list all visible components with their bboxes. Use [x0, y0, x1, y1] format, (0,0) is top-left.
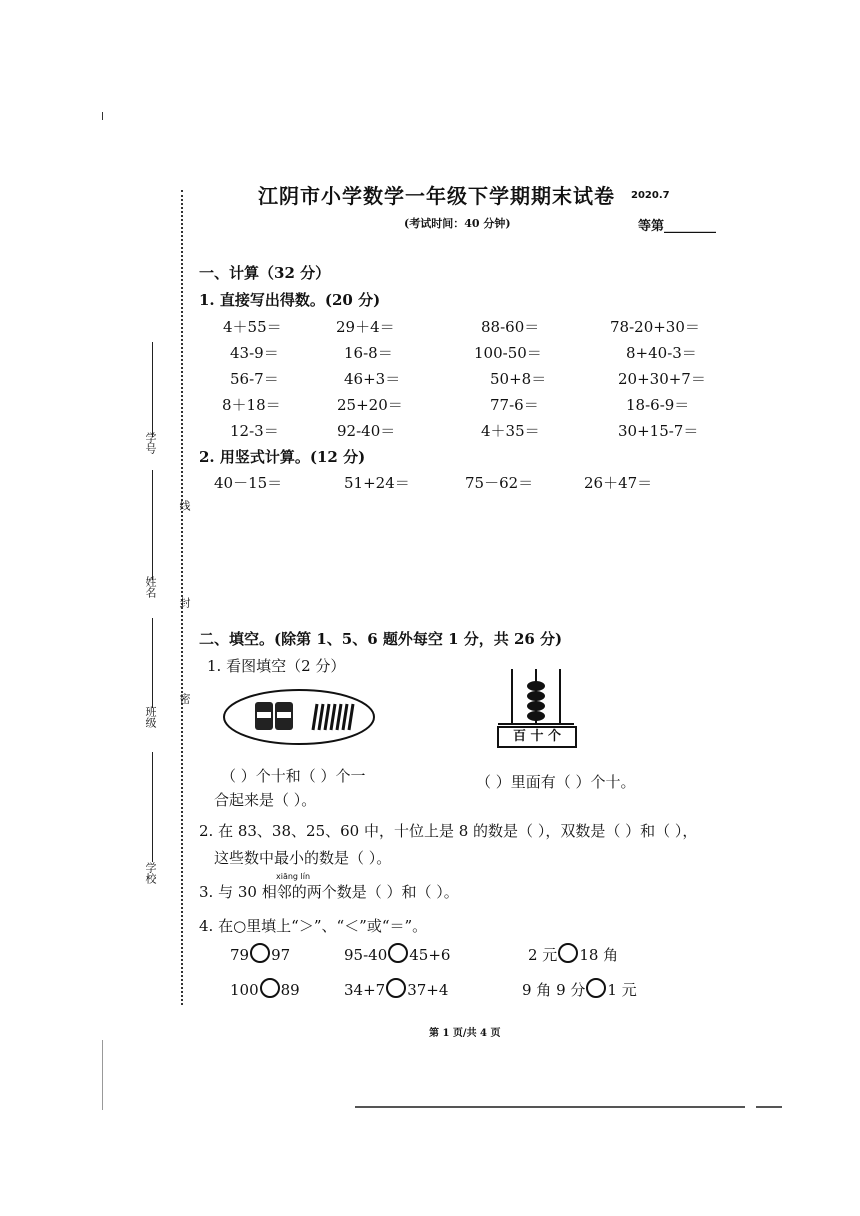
q1-item: 12-3＝ — [230, 422, 279, 440]
page-number: 第 1 页/共 4 页 — [429, 1028, 501, 1039]
compare-item — [344, 978, 448, 999]
q1-item: 8＋18＝ — [222, 396, 281, 414]
compare-right: 89 — [280, 981, 300, 999]
abacus-bead-icon — [527, 691, 545, 701]
section2-heading: 二、填空。(除第 1、5、6 题外每空 1 分，共 26 分) — [199, 630, 563, 648]
q1-item: 77-6＝ — [490, 396, 539, 414]
abacus-bead-icon — [527, 701, 545, 711]
section2-q2-line2: 这些数中最小的数是（ ）。 — [214, 849, 392, 867]
q1-item: 88-60＝ — [481, 318, 540, 336]
name-label: 姓名 — [144, 576, 157, 598]
compare-circle[interactable] — [558, 943, 578, 963]
section2-q2-line1: 2. 在 83、38、25、60 中，十位上是 8 的数是（ ），双数是（ ）和（ ）， — [199, 822, 698, 840]
q1-item: 4＋55＝ — [223, 318, 282, 336]
q1-left-line1: （ ）个十和（ ）个一 — [221, 767, 366, 785]
exam-time: (考试时间：40 分钟) — [404, 217, 511, 230]
compare-item — [230, 978, 300, 999]
binding-char-feng: 封 — [178, 597, 191, 608]
student-no-label: 学号 — [144, 432, 157, 454]
stick-bundle-icon — [275, 702, 293, 730]
q2-item: 75－62＝ — [465, 474, 534, 492]
abacus-bead-icon — [527, 711, 545, 721]
q2-item: 40－15＝ — [214, 474, 283, 492]
q1-item: 50+8＝ — [490, 370, 547, 388]
class-blank[interactable] — [152, 618, 153, 708]
compare-item — [230, 943, 290, 964]
compare-circle[interactable] — [386, 978, 406, 998]
q1-item: 25+20＝ — [337, 396, 403, 414]
compare-left: 95-40 — [344, 946, 388, 964]
exam-year: 2020.7 — [631, 190, 670, 201]
q1-item: 18-6-9＝ — [626, 396, 690, 414]
compare-circle[interactable] — [260, 978, 280, 998]
q2-item: 26＋47＝ — [584, 474, 653, 492]
compare-circle[interactable] — [586, 978, 606, 998]
class-label: 班级 — [144, 706, 157, 728]
scan-bottom-edge — [355, 1106, 745, 1108]
q1-item: 92-40＝ — [337, 422, 396, 440]
q3-word: 相邻 — [261, 883, 292, 901]
binding-char-mi: 密 — [178, 693, 191, 704]
section1-q2-title: 2. 用竖式计算。(12 分) — [199, 448, 366, 466]
compare-right: 1 元 — [607, 981, 637, 999]
binding-char-xian: 线 — [178, 500, 191, 511]
section2-q3 — [199, 881, 459, 902]
grade-field[interactable]: 等第________ — [638, 219, 717, 234]
q1-right: （ ）里面有（ ）个十。 — [476, 773, 636, 791]
stick-bundle-icon — [255, 702, 273, 730]
q1-item: 30+15-7＝ — [618, 422, 699, 440]
compare-item — [528, 943, 618, 965]
q1-item: 46+3＝ — [344, 370, 401, 388]
abacus-bead-icon — [527, 681, 545, 691]
q2-item: 51+24＝ — [344, 474, 410, 492]
compare-right: 45+6 — [409, 946, 451, 964]
sticks-icon — [313, 704, 353, 730]
q1-item: 16-8＝ — [344, 344, 393, 362]
compare-right: 97 — [271, 946, 291, 964]
compare-left: 100 — [230, 981, 259, 999]
compare-right: 18 角 — [579, 946, 619, 964]
section1-heading: 一、计算（32 分） — [199, 264, 331, 282]
q3-post: 的两个数是（ ）和（ ）。 — [291, 883, 459, 901]
q1-item: 20+30+7＝ — [618, 370, 706, 388]
q1-item: 8+40-3＝ — [626, 344, 697, 362]
name-blank[interactable] — [152, 470, 153, 580]
compare-left: 9 角 9 分 — [522, 981, 586, 999]
section1-q1-title: 1. 直接写出得数。(20 分) — [199, 291, 381, 309]
section2-q1-title: 1. 看图填空（2 分） — [207, 657, 346, 675]
scan-edge-mark — [102, 112, 103, 120]
q3-pinyin: xiāng lín — [276, 872, 311, 881]
q1-item: 4＋35＝ — [481, 422, 540, 440]
compare-left: 2 元 — [528, 946, 558, 964]
section2-q4-title: 4. 在○里填上“＞”、“＜”或“＝”。 — [199, 917, 428, 935]
compare-item — [344, 943, 450, 964]
q3-pre: 3. 与 30 — [199, 883, 262, 901]
school-label: 学校 — [144, 862, 157, 884]
q1-item: 100-50＝ — [474, 344, 542, 362]
abacus-label-box: 百 十 个 — [497, 726, 577, 748]
bundles-illustration — [222, 688, 376, 746]
q1-item: 29＋4＝ — [336, 318, 395, 336]
exam-title: 江阴市小学数学一年级下学期期末试卷 — [258, 184, 615, 208]
abacus-illustration — [496, 666, 576, 726]
compare-left: 79 — [230, 946, 250, 964]
q1-item: 43-9＝ — [230, 344, 279, 362]
q1-item: 78-20+30＝ — [610, 318, 700, 336]
compare-item — [522, 978, 637, 1000]
school-blank[interactable] — [152, 752, 153, 862]
q1-item: 56-7＝ — [230, 370, 279, 388]
compare-left: 34+7 — [344, 981, 386, 999]
compare-right: 37+4 — [407, 981, 449, 999]
scan-bottom-edge — [756, 1106, 782, 1108]
compare-circle[interactable] — [388, 943, 408, 963]
compare-circle[interactable] — [250, 943, 270, 963]
student-no-blank[interactable] — [152, 342, 153, 437]
q1-left-line2: 合起来是（ ）。 — [214, 791, 317, 809]
scan-edge-mark — [102, 1040, 103, 1110]
